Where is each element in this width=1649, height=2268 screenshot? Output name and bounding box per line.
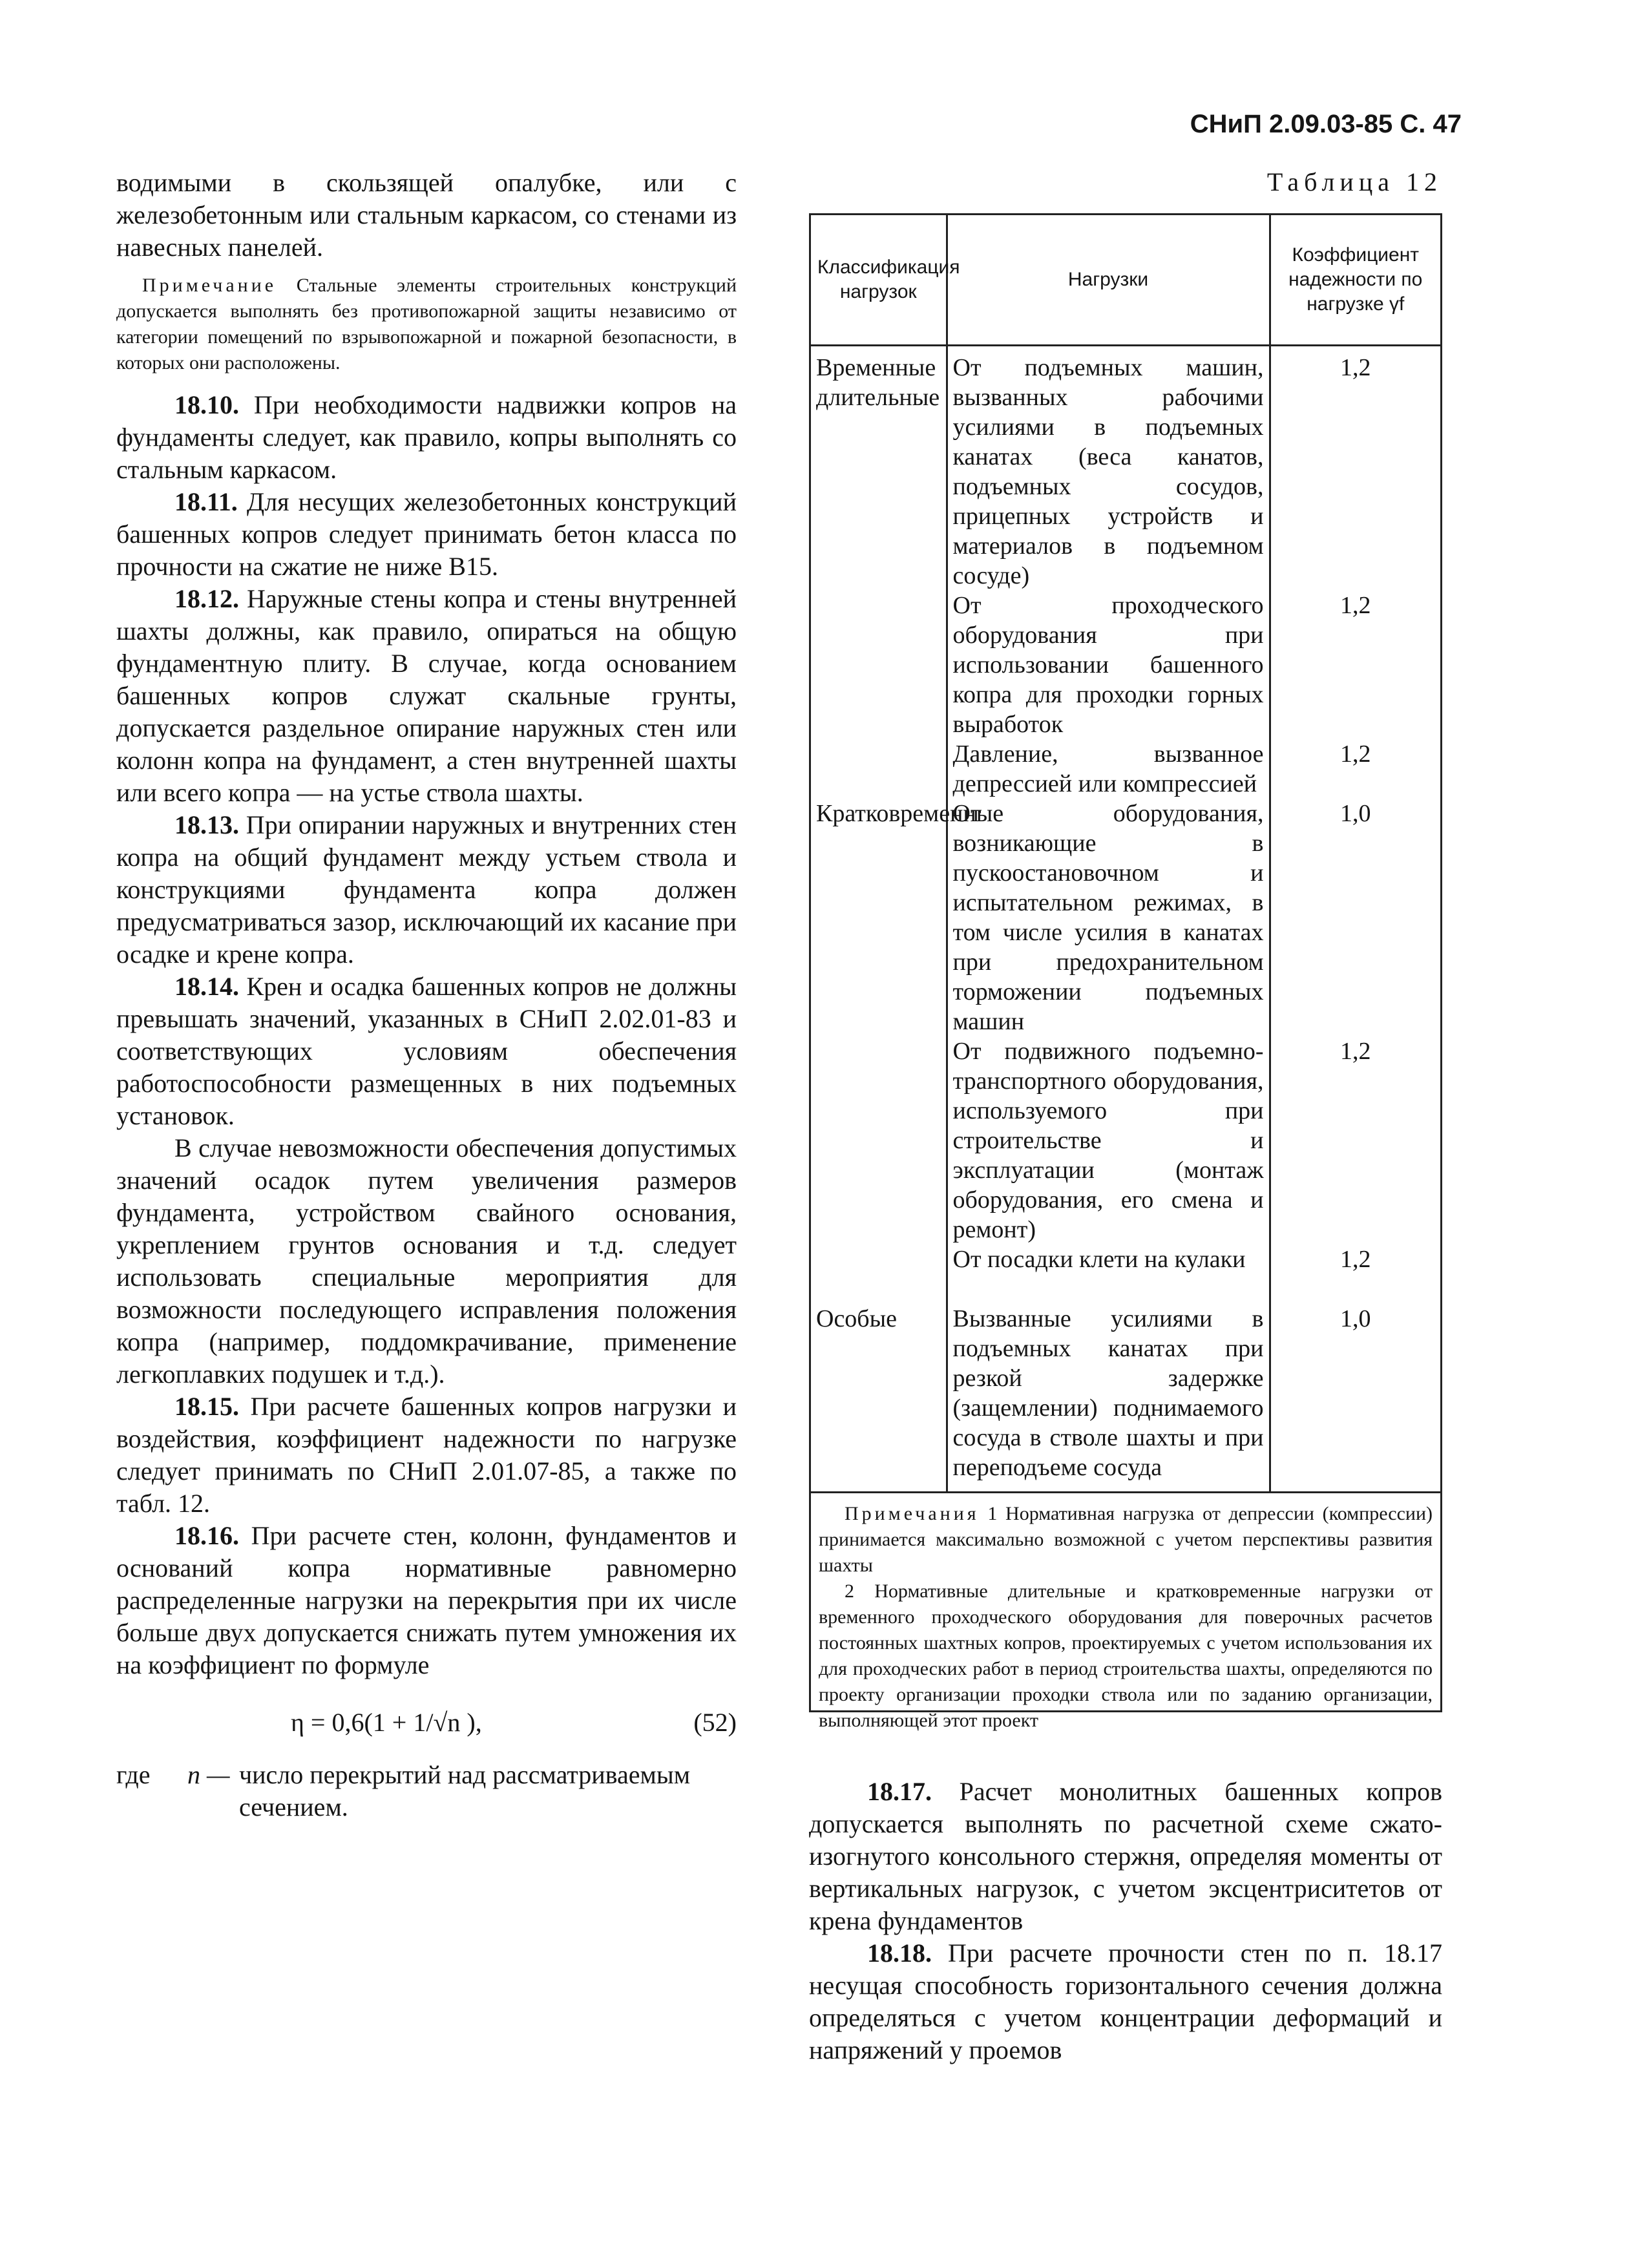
row-load: От посадки клети на кулаки: [947, 1244, 1270, 1304]
note: [116, 273, 737, 376]
formula-expression: η = 0,6(1 + 1/√n ),: [291, 1708, 482, 1737]
table-row: [811, 1036, 1440, 1244]
row-load: От оборудования, возникающие в пускоостановочном и испытательном режимах, в том числе усилия в канатах при предохранительном торможении подъемных машин: [947, 799, 1270, 1036]
table-notes: [811, 1491, 1440, 1734]
row-load: Давление, вызванное депрессией или компрессией: [947, 739, 1270, 799]
table-header-row: [811, 215, 1440, 346]
left-column: [116, 167, 737, 1823]
table-row: [811, 739, 1440, 799]
clause-18-10: [116, 389, 737, 486]
clause-text: При необходимости надвижки копров на фундаменты следует, как правило, копры выполнять со стальным каркасом.: [116, 390, 737, 484]
note-1-text: 1 Нормативная нагрузка от депрессии (компрессии) принимается максимально возможной с учетом перспективы развития шахты: [819, 1503, 1433, 1576]
row-coef: 1,0: [1270, 1304, 1440, 1491]
loads-table: [811, 215, 1440, 1491]
row-class: Кратковременные: [816, 800, 1004, 827]
row-load: От проходческого оборудования при использовании башенного копра для проходки горных выработок: [947, 591, 1270, 739]
formula-legend: [116, 1759, 737, 1823]
row-load: От подъемных машин, вызванных рабочими усилиями в подъемных канатах (веса канатов, подъемных сосудов, прицепных устройств и материалов в подъемном сосуде): [947, 346, 1270, 591]
note-text: Стальные элементы строительных конструкций допускается выполнять без противопожарной защиты независимо от категории помещений по взрывопожарной и пожарной безопасности, в которых они расположены.: [116, 275, 737, 373]
row-load: От подвижного подъемно-транспортного оборудования, используемого при строительстве и эксплуатации (монтаж оборудования, его смена и ремонт): [947, 1036, 1270, 1244]
header-coefficient: Коэффициент надежности по нагрузке γf: [1270, 215, 1440, 346]
row-class: Особые: [816, 1305, 898, 1332]
clause-number: 18.11.: [174, 487, 238, 516]
page-header: СНиП 2.09.03-85 С. 47: [1190, 110, 1462, 138]
right-column: [809, 1776, 1442, 2066]
table-row: [811, 346, 1440, 591]
row-class: [811, 1036, 947, 1244]
table-note-2: 2 Нормативные длительные и кратковременные нагрузки от временного проходческого оборудования для поверочных расчетов постоянных шахтных копров, проектируемых с учетом использования их для проходческих работ в период строительства шахты, определяются по проекту организации проходки ствола или по заданию организации, выполняющей этот проект: [819, 1580, 1433, 1731]
clause-18-16: [116, 1520, 737, 1681]
clause-number: 18.14.: [174, 972, 239, 1001]
row-class: [811, 1244, 947, 1304]
row-load: Вызванные усилиями в подъемных канатах при резкой задержке (защемлении) поднимаемого сосуда в стволе шахты и при переподъеме сосуда: [947, 1304, 1270, 1491]
header-classification: Классификация нагрузок: [811, 215, 947, 346]
clause-18-14: [116, 971, 737, 1132]
paragraph: водимыми в скользящей опалубке, или с железобетонным или стальным каркасом, со стенами из навесных панелей.: [116, 168, 737, 262]
clause-text: При расчете башенных копров нагрузки и воздействия, коэффициент надежности по нагрузке следует принимать по СНиП 2.01.07-85, а также по табл. 12.: [116, 1392, 737, 1518]
row-class: [811, 591, 947, 739]
where-label: где: [116, 1760, 151, 1789]
table-row: [811, 1244, 1440, 1304]
clause-18-12: [116, 583, 737, 809]
table-title: Таблица 12: [1266, 167, 1442, 196]
formula-number: (52): [693, 1708, 737, 1737]
clause-text: Крен и осадка башенных копров не должны превышать значений, указанных в СНиП 2.02.01-83 и соответствующих условиям обеспечения работоспособности размещенных в них подъемных установок.: [116, 972, 737, 1130]
clause-text: Наружные стены копра и стены внутренней шахты должны, как правило, опираться на общую фундаментную плиту. В случае, когда основанием башенных копров служат скальные грунты, допускается раздельное опирание наружных стен или колонн копра на фундамент, а стен внутренней шахты или всего копра — на устье ствола шахты.: [116, 584, 737, 807]
clause-number: 18.10.: [174, 390, 239, 419]
where-variable: n —: [187, 1760, 230, 1789]
clause-text: При расчете стен, колонн, фундаментов и оснований копра нормативные равномерно распределенные нагрузки на перекрытия при их числе больше двух допускается снижать путем умножения их на коэффициент по формуле: [116, 1521, 737, 1679]
clause-number: 18.12.: [174, 584, 239, 613]
clause-number: 18.18.: [867, 1938, 932, 1968]
clause-number: 18.16.: [174, 1521, 239, 1550]
row-coef: 1,2: [1270, 1036, 1440, 1244]
table-12: [809, 213, 1442, 1731]
row-class: [811, 739, 947, 799]
row-coef: 1,2: [1270, 1244, 1440, 1304]
clause-text: Для несущих железобетонных конструкций башенных копров следует принимать бетон класса по прочности на сжатие не ниже В15.: [116, 487, 737, 581]
row-coef: 1,2: [1270, 591, 1440, 739]
clause-text: При опирании наружных и внутренних стен копра на общий фундамент между устьем ствола и конструкциями фундамента копра должен предусматриваться зазор, исключающий их касание при осадке и крене копра.: [116, 810, 737, 969]
clause-text: При расчете прочности стен по п. 18.17 несущая способность горизонтального сечения должна определяться с учетом концентрации деформаций и напряжений у проемов: [809, 1938, 1442, 2064]
formula: [116, 1701, 737, 1752]
table-row: [811, 799, 1440, 1036]
notes-label: Примечания: [845, 1503, 980, 1524]
row-class: Временные длительные: [816, 354, 940, 411]
row-coef: 1,2: [1270, 739, 1440, 799]
header-loads: Нагрузки: [947, 215, 1270, 346]
where-text: число перекрытий над рассматриваемым сечением.: [239, 1760, 691, 1822]
clause-number: 18.13.: [174, 810, 239, 839]
clause-18-18: [809, 1937, 1442, 2066]
table-note-1: [819, 1501, 1433, 1579]
note-label: Примечание: [142, 275, 277, 296]
row-coef: 1,2: [1270, 346, 1440, 591]
clause-number: 18.17.: [867, 1777, 932, 1806]
clause-number: 18.15.: [174, 1392, 239, 1421]
clause-18-17: [809, 1776, 1442, 1937]
table-row: [811, 591, 1440, 739]
clause-18-15: [116, 1391, 737, 1520]
clause-18-13: [116, 809, 737, 971]
clause-18-11: [116, 486, 737, 583]
paragraph: В случае невозможности обеспечения допустимых значений осадок путем увеличения размеров фундамента, устройством свайного основания, укреплением грунтов основания и т.д. следует использовать специальные мероприятия для возможности последующего исправления положения копра (например, поддомкрачивание, применение легкоплавких подушек и т.д.).: [116, 1133, 737, 1389]
table-row: [811, 1304, 1440, 1491]
row-coef: 1,0: [1270, 799, 1440, 1036]
clause-text: Расчет монолитных башенных копров допускается выполнять по расчетной схеме сжато-изогнутого консольного стержня, определяя моменты от вертикальных нагрузок, с учетом эксцентриситетов от крена фундаментов: [809, 1777, 1442, 1935]
